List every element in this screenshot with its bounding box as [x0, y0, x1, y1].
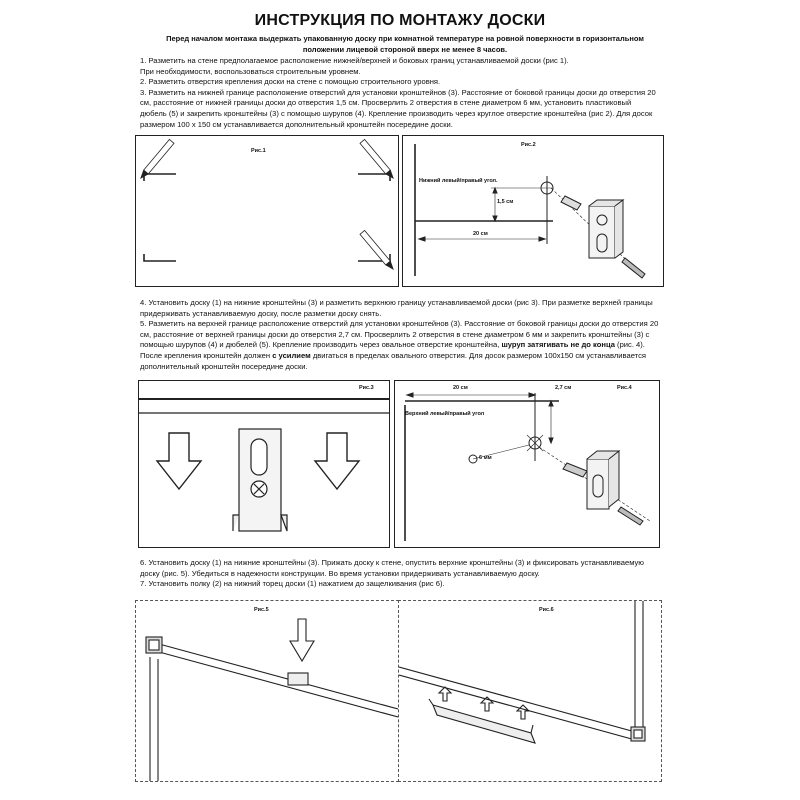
steps-6-7	[140, 558, 660, 590]
page-subtitle: Перед началом монтажа выдержать упакованную доску при комнатной температуре на ровной поверхности в горизонтальном положении лицевой стороной вверх не менее 8 часов.	[166, 34, 644, 54]
figure-4-diameter-label: 6 мм	[479, 455, 492, 461]
figure-2-corner-label: Нижний левый/правый угол.	[419, 178, 498, 184]
page-title: ИНСТРУКЦИЯ ПО МОНТАЖУ ДОСКИ	[254, 12, 546, 29]
step-5-emphasis-2: с усилием	[272, 350, 311, 360]
figure-5	[135, 600, 399, 782]
figure-4-label: Рис.4	[617, 385, 632, 391]
figure-5-label: Рис.5	[254, 607, 269, 613]
step-4: 4. Установить доску (1) на нижние кронштейны (3) и разметить верхнюю границу устанавливаемой доски (рис 3). При разметке верхней границы придерживать устанавливаемую доску, после разметки доску снять.	[140, 298, 653, 318]
steps-1-3	[140, 56, 660, 130]
figure-2-label: Рис.2	[521, 142, 536, 148]
figure-3-label: Рис.3	[359, 385, 374, 391]
figure-2-drawing	[403, 136, 663, 286]
figure-4	[394, 380, 660, 548]
steps-4-5	[140, 298, 660, 372]
figure-1-label: Рис.1	[251, 148, 266, 154]
step-2: 2. Разметить отверстия крепления доски на стене с помощью строительного уровня.	[140, 77, 441, 87]
figure-4-vertical-dimension: 2,7 см	[555, 385, 572, 391]
figure-6	[398, 600, 662, 782]
figure-3	[138, 380, 390, 548]
step-5-part-3: двигаться в пределах овального отверстия. Для досок размером 100х150 см устанавливается дополнительный кронштейн посередине доски.	[140, 350, 646, 371]
step-6: 6. Установить доску (1) на нижние кронштейны (3). Прижать доску к стене, опустить верхние кронштейны (3) и фиксировать устанавливаемую доску (рис. 5). Убедиться в надежности конструкции. Во время установки придерживать устанавливаемую доску.	[140, 558, 644, 578]
figure-1-drawing	[136, 136, 398, 286]
figure-6-drawing	[399, 601, 661, 781]
step-5-part-1: 5. Разметить на верхней границе расположение отверстий для установки кронштейнов (3). Расстояние от боковой границы доски до отверстия 20 см, расстояние от верхней границы доски до отверстия 2,7 см. Просверлить 2 отверстия в стене диаметром 6 мм и закрепить кронштейны (3) с помощью шурупов (4) и дюбелей (5). Крепление производить через овальное отверстие кронштейна,	[140, 319, 659, 350]
step-1: 1. Разметить на стене предполагаемое расположение нижней/верхней и боковых границ устанавливаемой доски (рис 1).	[140, 56, 569, 65]
step-1-note: При необходимости, воспользоваться строительным уровнем.	[140, 66, 361, 76]
figure-4-horizontal-dimension: 20 см	[453, 385, 468, 391]
figure-2-horizontal-dimension: 20 см	[473, 231, 488, 237]
figure-4-drawing	[395, 381, 659, 547]
figure-1	[135, 135, 399, 287]
figure-3-drawing	[139, 381, 389, 547]
step-5-emphasis-1: шуруп затягивать не до конца	[501, 340, 615, 350]
figure-6-label: Рис.6	[539, 607, 554, 613]
figure-2	[402, 135, 664, 287]
step-5-part-2: (рис. 4). После крепления кронштейн должен	[140, 340, 645, 360]
step-5	[140, 319, 660, 372]
figure-4-corner-label: Верхний левый/правый угол	[405, 411, 485, 417]
step-7: 7. Установить полку (2) на нижний торец доски (1) нажатием до защелкивания (рис 6).	[140, 579, 445, 589]
figure-2-vertical-dimension: 1,5 см	[497, 199, 514, 205]
step-3: 3. Разметить на нижней границе расположение отверстий для установки кронштейнов (3). Расстояние от боковой границы доски до отверстия 20 см, расстояние от нижней границы доски до отверстия 1,5 см. Просверлить 2 отверстия в стене диаметром 6 мм, установить пластиковый дюбель (5) и закрепить кронштейны (3) с помощью шурупов (4). Крепление производить через круглое отверстие кронштейна (рис 2). Для досок размером 100 х 150 см устанавливается дополнительный кронштейн посередине доски.	[140, 87, 656, 129]
figure-5-drawing	[136, 601, 398, 781]
